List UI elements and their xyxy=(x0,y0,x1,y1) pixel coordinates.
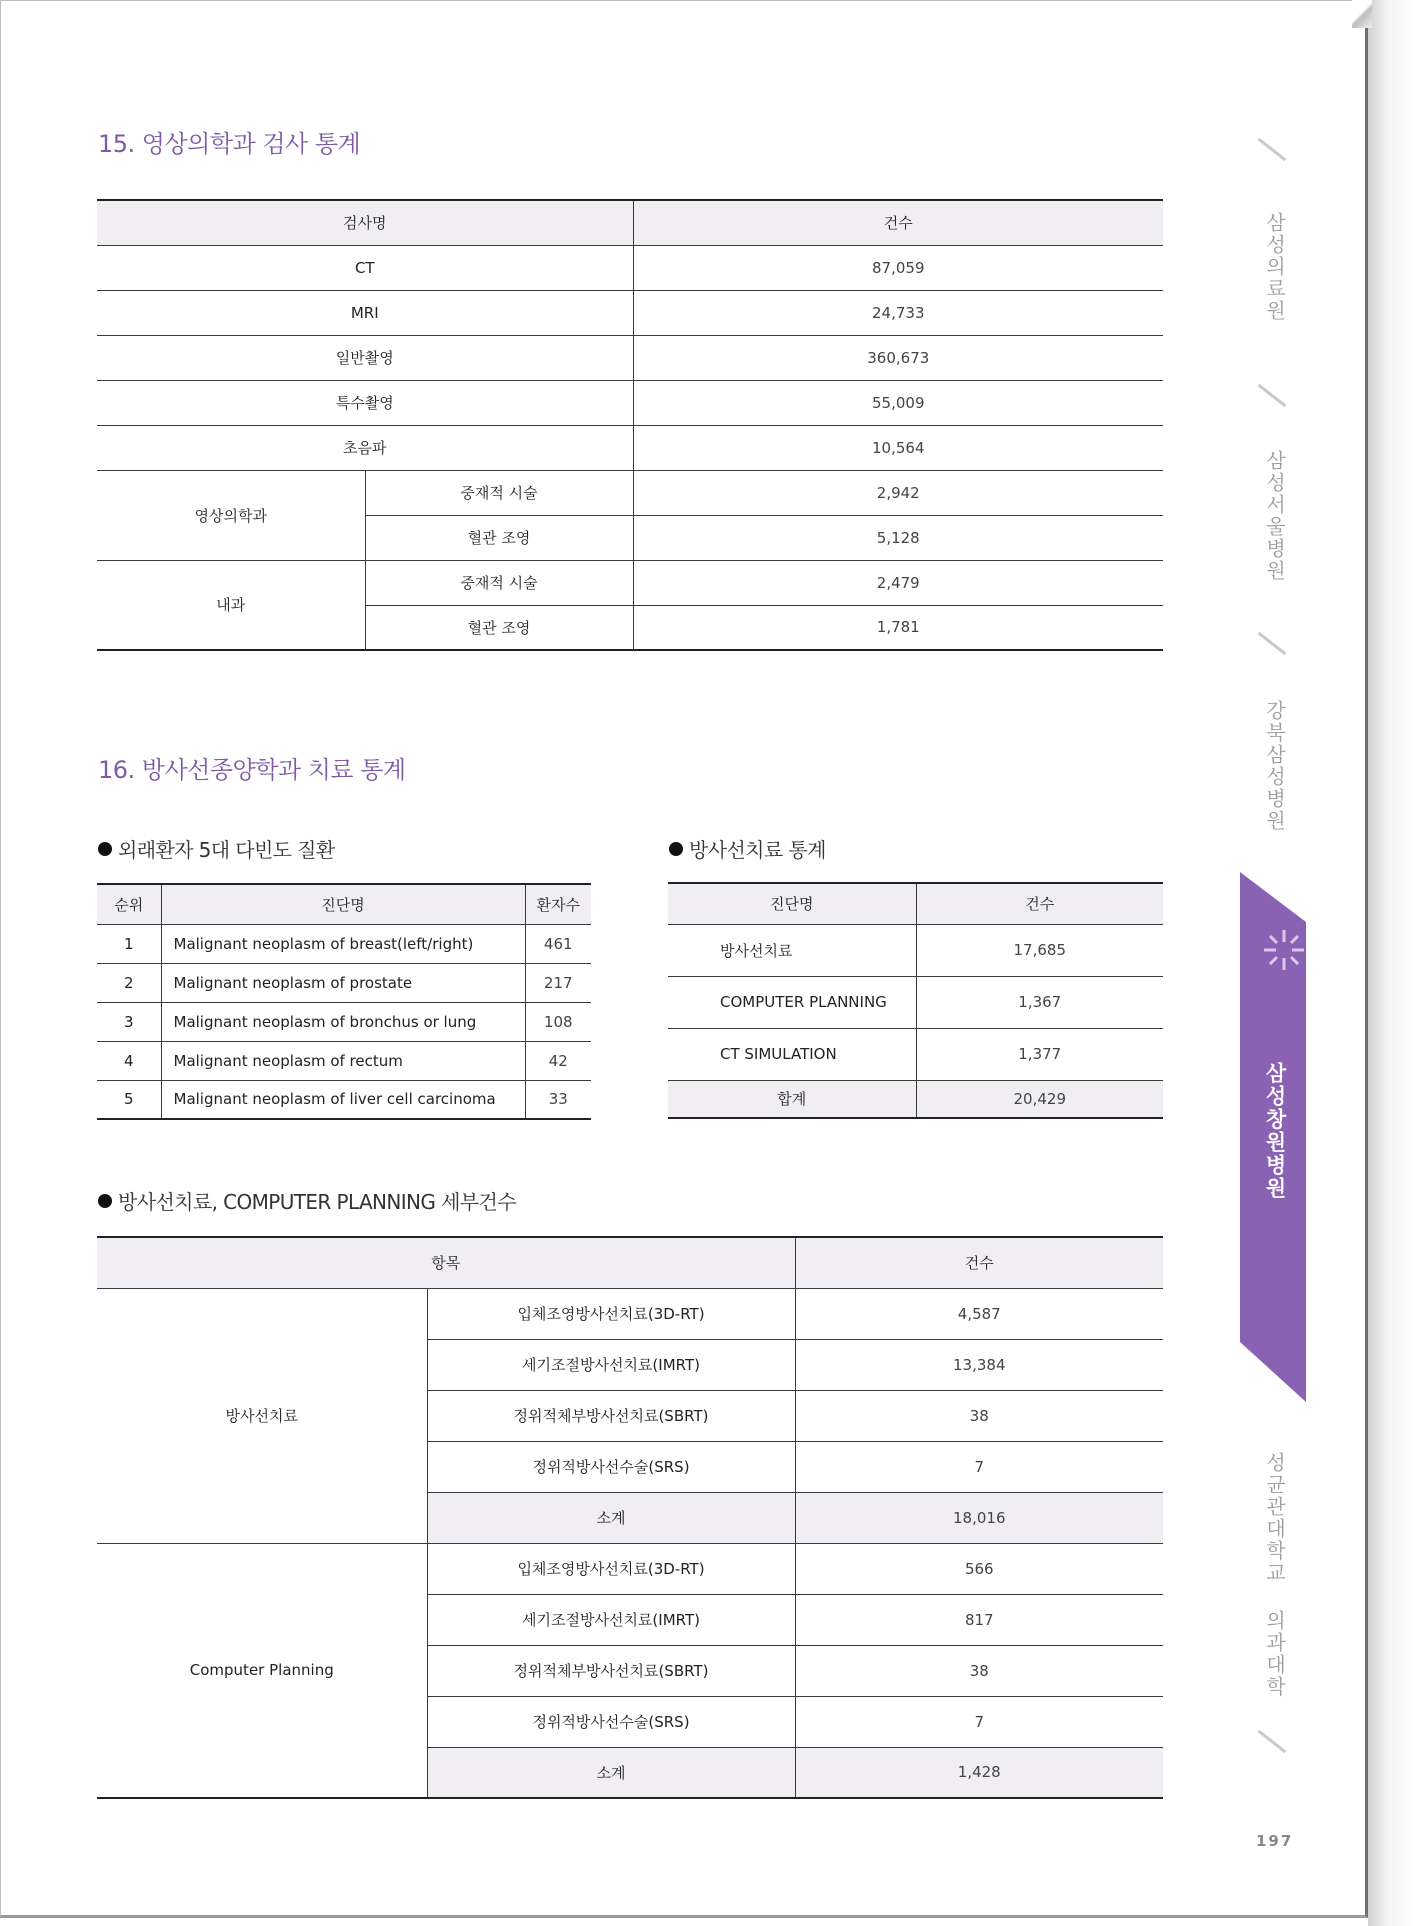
table-row xyxy=(97,1002,591,1041)
table-row xyxy=(97,335,1163,380)
exam-name: 초음파 xyxy=(97,425,633,470)
table-row xyxy=(97,1543,1163,1594)
item-name: 세기조절방사선치료(IMRT) xyxy=(427,1339,795,1390)
procedure-name: 중재적 시술 xyxy=(365,560,633,605)
radiation-subtitle-text: 방사선치료 통계 xyxy=(689,838,826,862)
treatment-count: 1,377 xyxy=(916,1028,1163,1080)
section-16-title: 16. 방사선종양학과 치료 통계 xyxy=(98,756,406,784)
diagnosis-cell: Malignant neoplasm of prostate xyxy=(161,963,525,1002)
sparkle-icon xyxy=(1262,928,1306,972)
exam-count: 10,564 xyxy=(633,425,1163,470)
imaging-stats-table xyxy=(97,199,1163,651)
table-row xyxy=(97,290,1163,335)
exam-count: 55,009 xyxy=(633,380,1163,425)
item-name: 정위적방사선수술(SRS) xyxy=(427,1696,795,1747)
rank-cell: 1 xyxy=(97,924,161,963)
rank-cell: 4 xyxy=(97,1041,161,1080)
rank-cell: 5 xyxy=(97,1080,161,1119)
exam-count: 87,059 xyxy=(633,245,1163,290)
rank-cell: 3 xyxy=(97,1002,161,1041)
procedure-name: 중재적 시술 xyxy=(365,470,633,515)
item-count: 13,384 xyxy=(795,1339,1163,1390)
subtotal-count: 1,428 xyxy=(795,1747,1163,1798)
item-count: 817 xyxy=(795,1594,1163,1645)
treatment-count: 17,685 xyxy=(916,924,1163,976)
table-row xyxy=(97,470,1163,515)
page-curl xyxy=(1352,0,1372,28)
item-name: 정위적방사선수술(SRS) xyxy=(427,1441,795,1492)
subtotal-label: 소계 xyxy=(427,1747,795,1798)
table-row xyxy=(97,1288,1163,1339)
exam-count: 360,673 xyxy=(633,335,1163,380)
bullet-icon xyxy=(98,1194,112,1208)
patients-cell: 108 xyxy=(525,1002,591,1041)
exam-name: MRI xyxy=(97,290,633,335)
procedure-count: 5,128 xyxy=(633,515,1163,560)
table-row xyxy=(97,963,591,1002)
treatment-count: 1,367 xyxy=(916,976,1163,1028)
tab-label-active: 삼성창원병원 xyxy=(1263,1062,1287,1200)
page-shadow xyxy=(1368,0,1413,1926)
group-name: Computer Planning xyxy=(97,1543,427,1798)
item-count: 7 xyxy=(795,1441,1163,1492)
bullet-icon xyxy=(669,842,683,856)
table-row xyxy=(97,245,1163,290)
item-name: 입체조영방사선치료(3D-RT) xyxy=(427,1543,795,1594)
subtotal-label: 소계 xyxy=(427,1492,795,1543)
header-count: 건수 xyxy=(795,1237,1163,1288)
table-row xyxy=(97,924,591,963)
table-row xyxy=(668,924,1163,976)
tab-kangbuk-samsung[interactable] xyxy=(1240,700,1310,836)
patients-cell: 33 xyxy=(525,1080,591,1119)
patients-cell: 42 xyxy=(525,1041,591,1080)
tab-label: 삼성의료원 xyxy=(1262,212,1287,322)
header-patients: 환자수 xyxy=(525,884,591,924)
item-name: 입체조영방사선치료(3D-RT) xyxy=(427,1288,795,1339)
rank-cell: 2 xyxy=(97,963,161,1002)
header-count: 건수 xyxy=(916,883,1163,924)
section-15-title: 15. 영상의학과 검사 통계 xyxy=(98,130,361,158)
procedure-count: 1,781 xyxy=(633,605,1163,650)
table-row xyxy=(97,380,1163,425)
diagnosis-cell: Malignant neoplasm of bronchus or lung xyxy=(161,1002,525,1041)
diagnosis-cell: Malignant neoplasm of liver cell carcinoma xyxy=(161,1080,525,1119)
table-row xyxy=(668,976,1163,1028)
exam-name: CT xyxy=(97,245,633,290)
tab-skku-medicine[interactable] xyxy=(1240,1452,1310,1702)
radiation-subtitle xyxy=(669,834,826,863)
tab-samsung-seoul[interactable] xyxy=(1240,450,1310,586)
exam-count: 24,733 xyxy=(633,290,1163,335)
tab-active-label-wrap xyxy=(1240,1062,1310,1204)
procedure-name: 혈관 조영 xyxy=(365,605,633,650)
outpatient-disease-table xyxy=(97,883,591,1120)
exam-name: 특수촬영 xyxy=(97,380,633,425)
item-count: 38 xyxy=(795,1645,1163,1696)
procedure-count: 2,479 xyxy=(633,560,1163,605)
item-name: 세기조절방사선치료(IMRT) xyxy=(427,1594,795,1645)
header-rank: 순위 xyxy=(97,884,161,924)
item-name: 정위적체부방사선치료(SBRT) xyxy=(427,1645,795,1696)
detail-subtitle xyxy=(98,1186,516,1215)
group-name: 방사선치료 xyxy=(97,1288,427,1543)
procedure-count: 2,942 xyxy=(633,470,1163,515)
treatment-name: CT SIMULATION xyxy=(668,1028,916,1080)
patients-cell: 217 xyxy=(525,963,591,1002)
header-item: 항목 xyxy=(97,1237,795,1288)
tab-label: 삼성서울병원 xyxy=(1262,450,1287,582)
detail-subtitle-text: 방사선치료, COMPUTER PLANNING 세부건수 xyxy=(118,1190,516,1214)
dept-name: 영상의학과 xyxy=(97,470,365,560)
radiation-stats-table xyxy=(668,882,1163,1119)
treatment-name: COMPUTER PLANNING xyxy=(668,976,916,1028)
dept-name: 내과 xyxy=(97,560,365,650)
header-diagnosis: 진단명 xyxy=(668,883,916,924)
item-name: 정위적체부방사선치료(SBRT) xyxy=(427,1390,795,1441)
bullet-icon xyxy=(98,842,112,856)
header-count: 건수 xyxy=(633,200,1163,245)
table-row xyxy=(97,1080,591,1119)
detail-count-table xyxy=(97,1236,1163,1799)
outpatient-subtitle-text: 외래환자 5대 다빈도 질환 xyxy=(118,838,335,862)
item-count: 7 xyxy=(795,1696,1163,1747)
item-count: 566 xyxy=(795,1543,1163,1594)
outpatient-subtitle xyxy=(98,834,335,863)
header-exam-name: 검사명 xyxy=(97,200,633,245)
total-row xyxy=(668,1080,1163,1118)
page-number: 197 xyxy=(1256,1832,1294,1850)
header-diagnosis: 진단명 xyxy=(161,884,525,924)
item-count: 4,587 xyxy=(795,1288,1163,1339)
exam-name: 일반촬영 xyxy=(97,335,633,380)
total-count: 20,429 xyxy=(916,1080,1163,1118)
subtotal-count: 18,016 xyxy=(795,1492,1163,1543)
tab-label: 성균관대학교 의과대학 xyxy=(1262,1452,1287,1698)
treatment-name: 방사선치료 xyxy=(668,924,916,976)
table-row xyxy=(97,560,1163,605)
diagnosis-cell: Malignant neoplasm of breast(left/right) xyxy=(161,924,525,963)
table-row xyxy=(97,1041,591,1080)
diagnosis-cell: Malignant neoplasm of rectum xyxy=(161,1041,525,1080)
table-row xyxy=(668,1028,1163,1080)
total-label: 합계 xyxy=(668,1080,916,1118)
table-row xyxy=(97,425,1163,470)
item-count: 38 xyxy=(795,1390,1163,1441)
procedure-name: 혈관 조영 xyxy=(365,515,633,560)
tab-samsung-medical[interactable] xyxy=(1240,212,1310,326)
tab-label: 강북삼성병원 xyxy=(1262,700,1287,832)
patients-cell: 461 xyxy=(525,924,591,963)
